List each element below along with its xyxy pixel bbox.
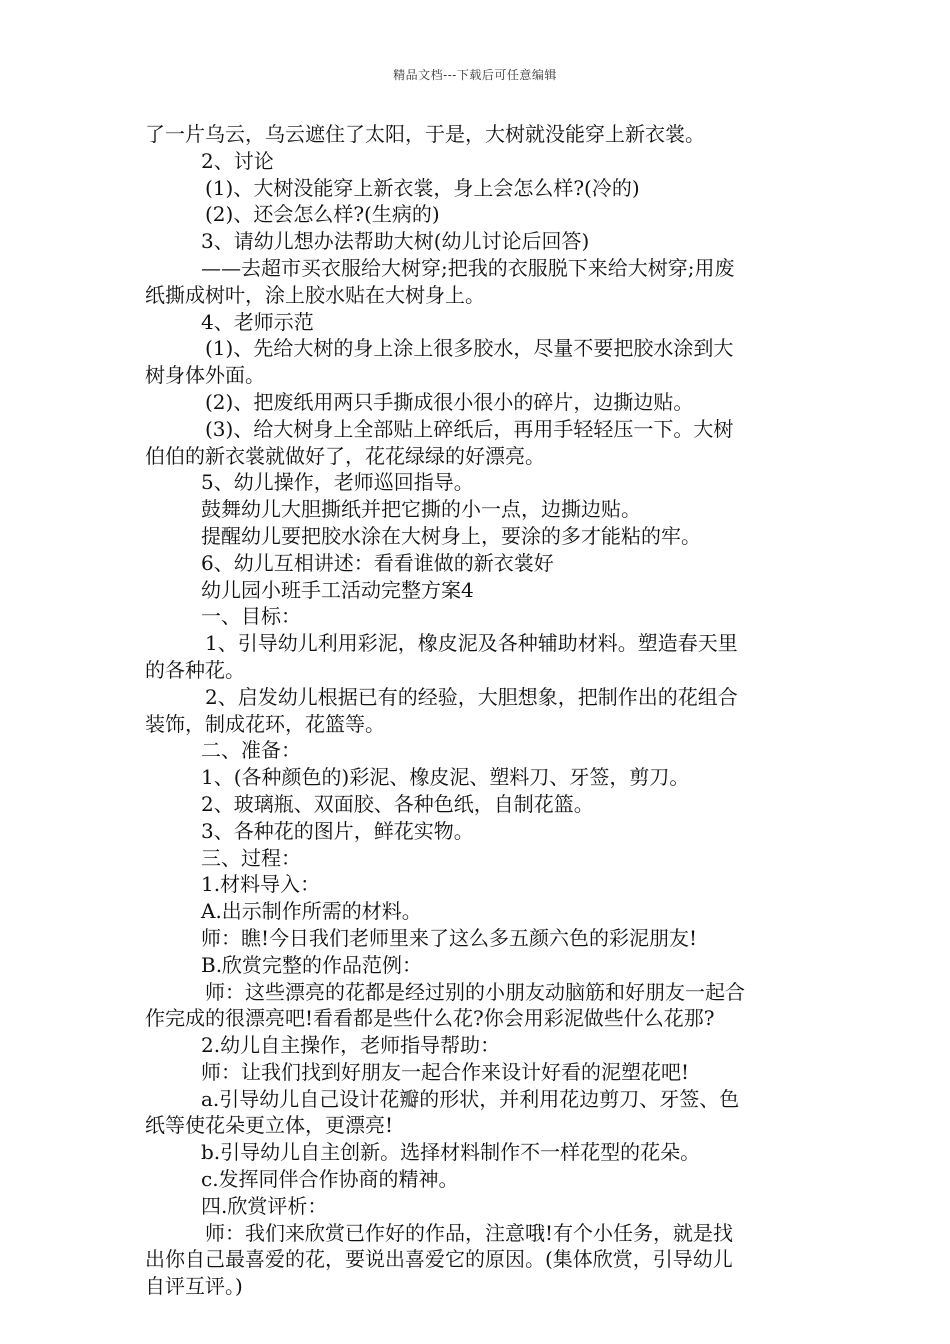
text-line: 提醒幼儿要把胶水涂在大树身上，要涂的多才能粘的牢。: [201, 523, 701, 548]
text-line: 了一片乌云，乌云遮住了太阳，于是，大树就没能穿上新衣裳。: [145, 122, 705, 146]
text-line: 2、启发幼儿根据已有的经验，大胆想象，把制作出的花组合: [205, 684, 738, 709]
text-line: 幼儿园小班手工活动完整方案4: [201, 577, 474, 602]
text-line: 1.材料导入：: [201, 872, 321, 897]
text-line: 的各种花。: [145, 657, 245, 682]
text-line: 鼓舞幼儿大胆撕纸并把它撕的小一点，边撕边贴。: [201, 497, 641, 522]
text-line: 一、目标：: [201, 604, 301, 629]
text-line: 纸等使花朵更立体，更漂亮!: [145, 1113, 394, 1138]
text-line: 3、各种花的图片，鲜花实物。: [201, 818, 474, 843]
text-line: 出你自己最喜爱的花，要说出喜爱它的原因。(集体欣赏，引导幼儿: [145, 1247, 733, 1272]
text-line: ——去超市买衣服给大树穿;把我的衣服脱下来给大树穿;用废: [201, 255, 735, 280]
text-line: A.出示制作所需的材料。: [201, 899, 422, 924]
text-line: B.欣赏完整的作品范例：: [201, 952, 423, 977]
text-line: 师：瞧!今日我们老师里来了这么多五颜六色的彩泥朋友!: [201, 925, 698, 950]
text-line: 1、(各种颜色的)彩泥、橡皮泥、塑料刀、牙签，剪刀。: [201, 765, 690, 790]
text-line: (1)、先给大树的身上涂上很多胶水，尽量不要把胶水涂到大: [205, 336, 734, 361]
text-line: 5、幼儿操作，老师巡回指导。: [201, 470, 474, 495]
text-line: (3)、给大树身上全部贴上碎纸后，再用手轻轻压一下。大树: [205, 416, 734, 441]
text-line: 4、老师示范: [201, 309, 314, 334]
text-line: 师：我们来欣赏已作好的作品，注意哦!有个小任务，就是找: [205, 1220, 734, 1245]
text-line: a.引导幼儿自己设计花瓣的形状，并利用花边剪刀、牙签、色: [201, 1086, 740, 1111]
text-line: (2)、还会怎么样?(生病的): [205, 202, 440, 227]
text-line: b.引导幼儿自主创新。选择材料制作不一样花型的花朵。: [201, 1140, 701, 1165]
text-line: 自评互评。): [145, 1274, 243, 1299]
page-header: 精品文档---下载后可任意编辑: [393, 68, 557, 82]
text-line: (2)、把废纸用两只手撕成很小很小的碎片，边撕边贴。: [205, 389, 694, 414]
text-line: 四.欣赏评析：: [201, 1193, 328, 1218]
text-line: 2、玻璃瓶、双面胶、各种色纸，自制花篮。: [201, 791, 594, 816]
text-line: 三、过程：: [201, 845, 301, 870]
text-line: 1、引导幼儿利用彩泥，橡皮泥及各种辅助材料。塑造春天里: [205, 631, 738, 656]
text-line: 装饰，制成花环，花篮等。: [145, 711, 385, 736]
text-line: 师：让我们找到好朋友一起合作来设计好看的泥塑花吧!: [201, 1059, 690, 1084]
document-body: [145, 121, 810, 1300]
text-line: 纸撕成树叶，涂上胶水贴在大树身上。: [145, 282, 485, 307]
text-line: 二、准备：: [201, 738, 301, 763]
text-line: c.发挥同伴合作协商的精神。: [201, 1167, 459, 1192]
text-line: 伯伯的新衣裳就做好了，花花绿绿的好漂亮。: [145, 443, 545, 468]
text-line: 6、幼儿互相讲述：看看谁做的新衣裳好: [201, 550, 554, 575]
text-line: 2.幼儿自主操作，老师指导帮助：: [201, 1033, 501, 1058]
text-line: 2、讨论: [201, 148, 274, 173]
text-line: 师：这些漂亮的花都是经过别的小朋友动脑筋和好朋友一起合: [205, 979, 745, 1004]
text-line: 树身体外面。: [145, 363, 265, 388]
text-line: (1)、大树没能穿上新衣裳，身上会怎么样?(冷的): [205, 175, 640, 200]
text-line: 作完成的很漂亮吧!看看都是些什么花?你会用彩泥做些什么花那?: [145, 1006, 715, 1031]
text-line: 3、请幼儿想办法帮助大树(幼儿讨论后回答): [201, 229, 590, 254]
